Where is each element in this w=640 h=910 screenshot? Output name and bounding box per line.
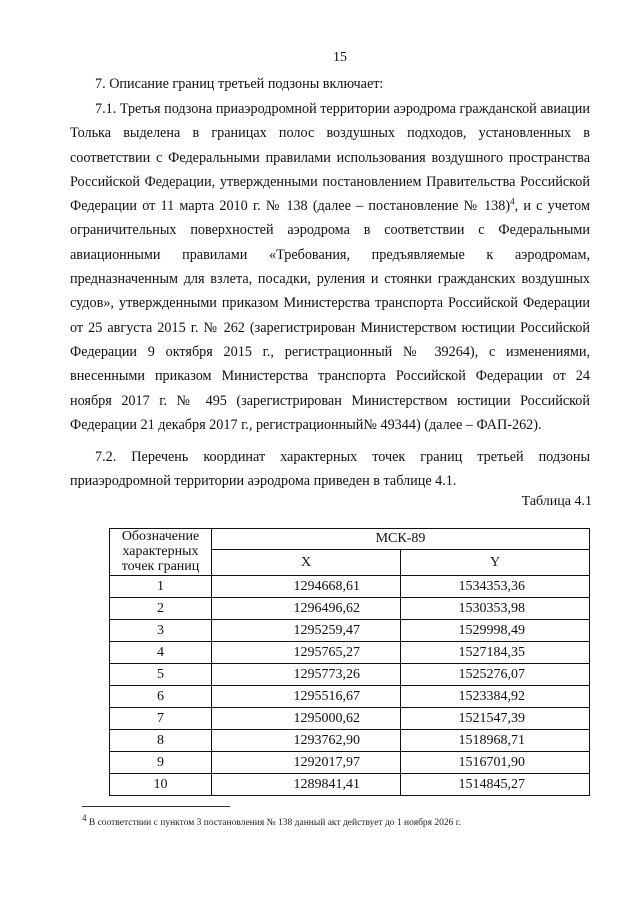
table-row bbox=[110, 708, 590, 730]
point-cell: 5 bbox=[110, 664, 212, 686]
point-cell: 1 bbox=[110, 576, 212, 598]
point-cell: 7 bbox=[110, 708, 212, 730]
table-row bbox=[110, 686, 590, 708]
y-coordinate-cell: 1518968,71 bbox=[401, 730, 590, 752]
x-coordinate-cell: 1293762,90 bbox=[212, 730, 401, 752]
table-row bbox=[110, 774, 590, 796]
footnote bbox=[82, 813, 461, 829]
x-coordinate-cell: 1295259,47 bbox=[212, 620, 401, 642]
point-cell: 4 bbox=[110, 642, 212, 664]
x-coordinate-cell: 1289841,41 bbox=[212, 774, 401, 796]
x-coordinate-cell: 1294668,61 bbox=[212, 576, 401, 598]
point-cell: 8 bbox=[110, 730, 212, 752]
footnote-text: В соответствии с пунктом 3 постановления № 138 данный акт действует до 1 ноября 2026 г. bbox=[86, 818, 461, 829]
paragraph-7-1 bbox=[70, 97, 590, 437]
y-coordinate-cell: 1516701,90 bbox=[401, 752, 590, 774]
section-heading: 7. Описание границ третьей подзоны включает: bbox=[95, 76, 384, 92]
x-coordinate-cell: 1295773,26 bbox=[212, 664, 401, 686]
header-coordinate-system: МСК-89 bbox=[212, 529, 590, 550]
y-coordinate-cell: 1521547,39 bbox=[401, 708, 590, 730]
x-coordinate-cell: 1296496,62 bbox=[212, 598, 401, 620]
coordinates-table bbox=[109, 528, 590, 796]
header-y: Y bbox=[401, 550, 590, 576]
table-row bbox=[110, 664, 590, 686]
footnote-divider bbox=[82, 806, 230, 807]
y-coordinate-cell: 1530353,98 bbox=[401, 598, 590, 620]
table-row bbox=[110, 598, 590, 620]
paragraph-7-2: 7.2. Перечень координат характерных точек границ третьей подзоны приаэродромной территории аэродрома приведен в таблице 4.1. bbox=[70, 449, 590, 490]
point-cell: 9 bbox=[110, 752, 212, 774]
x-coordinate-cell: 1292017,97 bbox=[212, 752, 401, 774]
y-coordinate-cell: 1527184,35 bbox=[401, 642, 590, 664]
y-coordinate-cell: 1529998,49 bbox=[401, 620, 590, 642]
x-coordinate-cell: 1295516,67 bbox=[212, 686, 401, 708]
footnote-reference: 4 bbox=[510, 196, 515, 207]
point-cell: 6 bbox=[110, 686, 212, 708]
page-number: 15 bbox=[333, 50, 347, 65]
table-row bbox=[110, 642, 590, 664]
x-coordinate-cell: 1295765,27 bbox=[212, 642, 401, 664]
header-x: X bbox=[212, 550, 401, 576]
point-cell: 2 bbox=[110, 598, 212, 620]
table-caption: Таблица 4.1 bbox=[521, 494, 592, 509]
paragraph-7-1-text-end: , и с учетом ограничительных поверхностей аэродрома в соответствии с Федеральными авиационными правилами «Требования, предъявляемые к аэродромам, предназначенным для взлета, посадки, руления и стоянки гражданских воздушных судов», утвержденными приказом Министерства транспорта Российской Федерации от 25 августа 2015 г. № 262 (зарегистрирован Министерством юстиции Российской Федерации 9 октября 2015 г., регистрационный № 39264), с изменениями, внесенными приказом Министерства транспорта Российской Федерации от 24 ноября 2017 г. № 495 (зарегистрирован Министерством юстиции Российской Федерации 21 декабря 2017 г., регистрационный№ 49344) (далее – ФАП-262). bbox=[70, 198, 590, 433]
point-cell: 3 bbox=[110, 620, 212, 642]
table-row bbox=[110, 620, 590, 642]
y-coordinate-cell: 1514845,27 bbox=[401, 774, 590, 796]
paragraph-7-1-text-start: 7.1. Третья подзона приаэродромной территории аэродрома гражданской авиации Толька выделена в границах полос воздушных подходов, установленных в соответствии с Федеральными правилами использования воздушного пространства Российской Федерации, утвержденными постановлением Правительства Российской Федерации от 11 марта 2010 г. № 138 (далее – постановление № 138) bbox=[70, 101, 590, 215]
y-coordinate-cell: 1534353,36 bbox=[401, 576, 590, 598]
y-coordinate-cell: 1523384,92 bbox=[401, 686, 590, 708]
table-row bbox=[110, 730, 590, 752]
point-cell: 10 bbox=[110, 774, 212, 796]
header-point-designation: Обозначение характерных точек границ bbox=[110, 529, 212, 576]
footnote-mark: 4 bbox=[82, 813, 87, 823]
table-row bbox=[110, 576, 590, 598]
y-coordinate-cell: 1525276,07 bbox=[401, 664, 590, 686]
table-row bbox=[110, 752, 590, 774]
x-coordinate-cell: 1295000,62 bbox=[212, 708, 401, 730]
table-body bbox=[110, 576, 590, 796]
